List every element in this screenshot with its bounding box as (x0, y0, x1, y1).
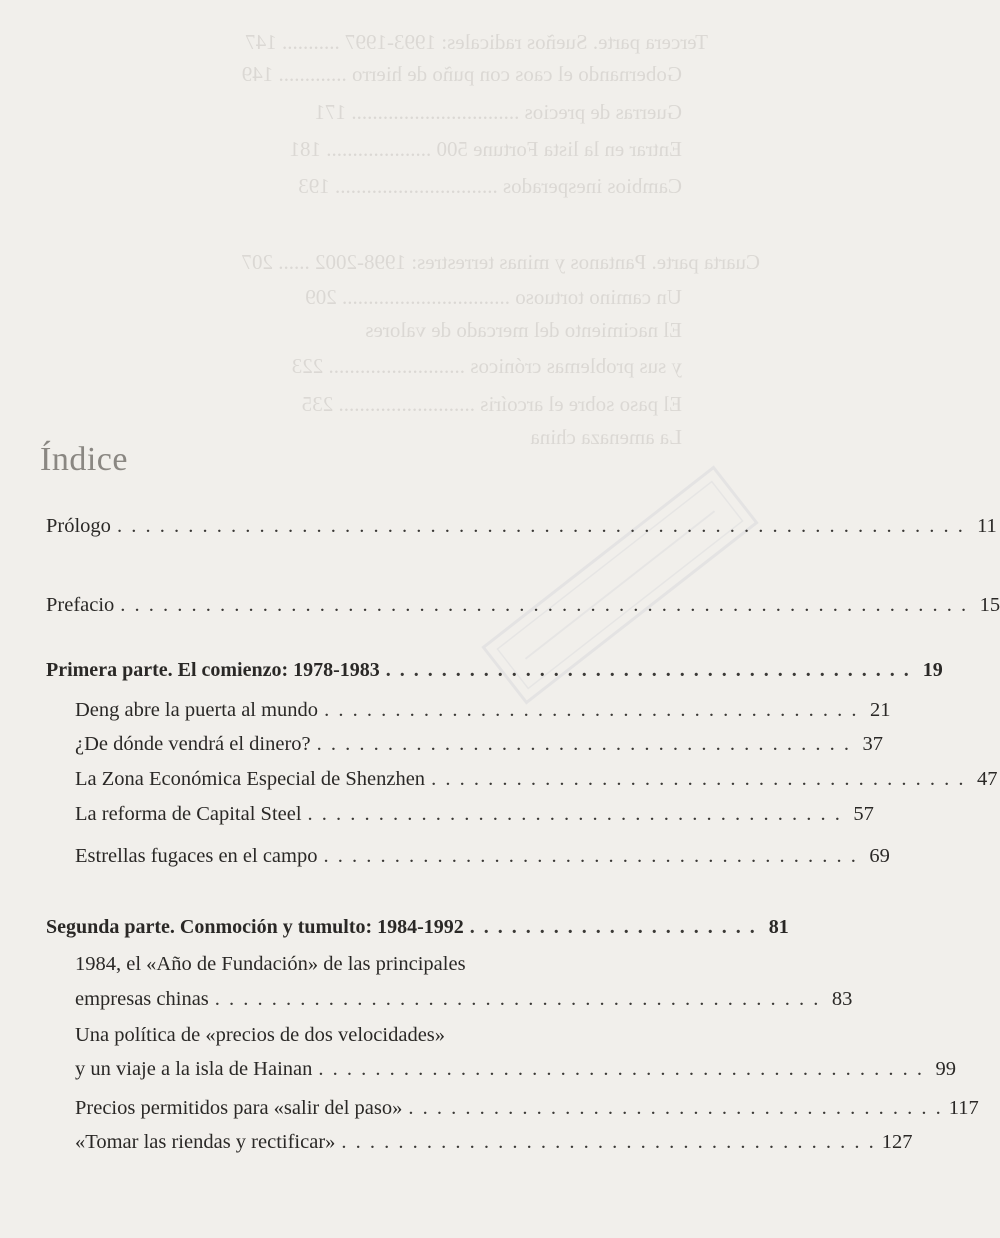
toc-entry-page: 47 (976, 768, 998, 790)
ghost-line: Gobernando el caos con puño de hierro ............. 149 (241, 62, 682, 86)
toc-entry (75, 731, 884, 757)
toc-entry-page: 117 (948, 1097, 979, 1119)
dot-leader: . . . . . . . . . . . . . . . . . . . . . . . . . . . . . . . . . . . . . . (323, 845, 858, 867)
dot-leader: . . . . . . . . . . . . . . . . . . . . . . . . . . . . . . . . . . . . . . . . . . . . . . . . . . . . . . . . . . . . (120, 594, 969, 616)
ghost-line: Cambios inesperados ............................... 193 (298, 174, 682, 198)
toc-entry-label: Prólogo (46, 515, 111, 537)
toc-entry-label: ¿De dónde vendrá el dinero? (75, 733, 311, 755)
toc-entry (46, 513, 997, 539)
ghost-line: El nacimiento del mercado de valores (365, 318, 682, 342)
toc-entry-label-line1: Una política de «precios de dos velocidades» (75, 1024, 446, 1046)
ghost-line: Tercera parte. Sueños radicales: 1993-1997 ........... 147 (245, 30, 708, 54)
toc-entry (75, 1056, 956, 1082)
toc-entry (75, 697, 891, 723)
dot-leader: . . . . . . . . . . . . . . . . . . . . . . . . . . . . . . . . . . . . . . (408, 1097, 943, 1119)
toc-entry-page: 11 (977, 515, 997, 537)
toc-entry (75, 1095, 979, 1121)
toc-entry (46, 592, 1000, 618)
toc-entry-page: 83 (831, 988, 853, 1010)
toc-entry-page: 57 (853, 803, 874, 825)
toc-entry (75, 843, 890, 869)
toc-entry-page: 19 (922, 659, 943, 681)
dot-leader: . . . . . . . . . . . . . . . . . . . . . . . . . . . . . . . . . . . . . . (307, 803, 842, 825)
ghost-line: Entrar en la lista Fortune 500 .................... 181 (289, 137, 682, 161)
ghost-line: La amenaza china (530, 425, 682, 449)
toc-entry-label: Precios permitidos para «salir del paso» (75, 1097, 403, 1119)
dot-leader: . . . . . . . . . . . . . . . . . . . . . . . . . . . . . . . . . . . . . . (316, 733, 852, 755)
toc-entry-label-line2: empresas chinas (75, 988, 209, 1010)
dot-leader: . . . . . . . . . . . . . . . . . . . . . . . . . . . . . . . . . . . . . . (431, 768, 966, 790)
toc-entry-label: Primera parte. El comienzo: 1978-1983 (46, 659, 380, 681)
toc-entry-label-line1: 1984, el «Año de Fundación» de las principales (75, 953, 466, 975)
toc-entry (75, 986, 853, 1012)
page-title: Índice (40, 440, 128, 478)
toc-entry-page: 127 (881, 1131, 913, 1153)
show-through-text (0, 0, 800, 470)
toc-entry-page: 81 (768, 916, 789, 938)
toc-entry-label-line2: y un viaje a la isla de Hainan (75, 1058, 313, 1080)
ghost-line: y sus problemas crónicos .......................... 223 (291, 354, 682, 378)
ghost-line: El paso sobre el arcoíris .......................... 235 (301, 392, 682, 416)
toc-entry-label: Prefacio (46, 594, 115, 616)
toc-entry-label: Estrellas fugaces en el campo (75, 845, 318, 867)
toc-entry-page: 69 (869, 845, 890, 867)
dot-leader: . . . . . . . . . . . . . . . . . . . . . . . . . . . . . . . . . . . . . . . . . . . (214, 988, 821, 1010)
ghost-line: Cuarta parte. Pantanos y minas terrestres: 1998-2002 ...... 207 (241, 250, 760, 274)
ghost-line: Guerras de precios ................................ 171 (314, 100, 682, 124)
toc-entry-page: 99 (935, 1058, 956, 1080)
toc-part-heading (46, 657, 943, 683)
dot-leader: . . . . . . . . . . . . . . . . . . . . . . . . . . . . . . . . . . . . . . (341, 1131, 876, 1153)
toc-entry (75, 1129, 913, 1155)
toc-entry-page: 21 (869, 699, 891, 721)
toc-entry-label: La Zona Económica Especial de Shenzhen (75, 768, 426, 790)
dot-leader: . . . . . . . . . . . . . . . . . . . . . . . . . . . . . . . . . . . . . . . . . . . (318, 1058, 924, 1080)
toc-entry (75, 766, 998, 792)
toc-entry-label: Deng abre la puerta al mundo (75, 699, 319, 721)
toc-entry (75, 801, 874, 827)
toc-entry-page: 37 (862, 733, 884, 755)
toc-entry-label: «Tomar las riendas y rectificar» (75, 1131, 336, 1153)
toc-entry-label: Segunda parte. Conmoción y tumulto: 1984-1992 (46, 916, 464, 938)
dot-leader: . . . . . . . . . . . . . . . . . . . . . . . . . . . . . . . . . . . . . . (385, 659, 911, 681)
toc-part-heading (46, 914, 789, 940)
dot-leader: . . . . . . . . . . . . . . . . . . . . . (469, 916, 757, 938)
dot-leader: . . . . . . . . . . . . . . . . . . . . . . . . . . . . . . . . . . . . . . (324, 699, 859, 721)
ghost-line: Un camino tortuoso ................................ 209 (305, 285, 682, 309)
toc-entry-label: La reforma de Capital Steel (75, 803, 302, 825)
toc-entry-page: 15 (979, 594, 1000, 616)
dot-leader: . . . . . . . . . . . . . . . . . . . . . . . . . . . . . . . . . . . . . . . . . . . . . . . . . . . . . . . . . . . . (116, 515, 965, 537)
